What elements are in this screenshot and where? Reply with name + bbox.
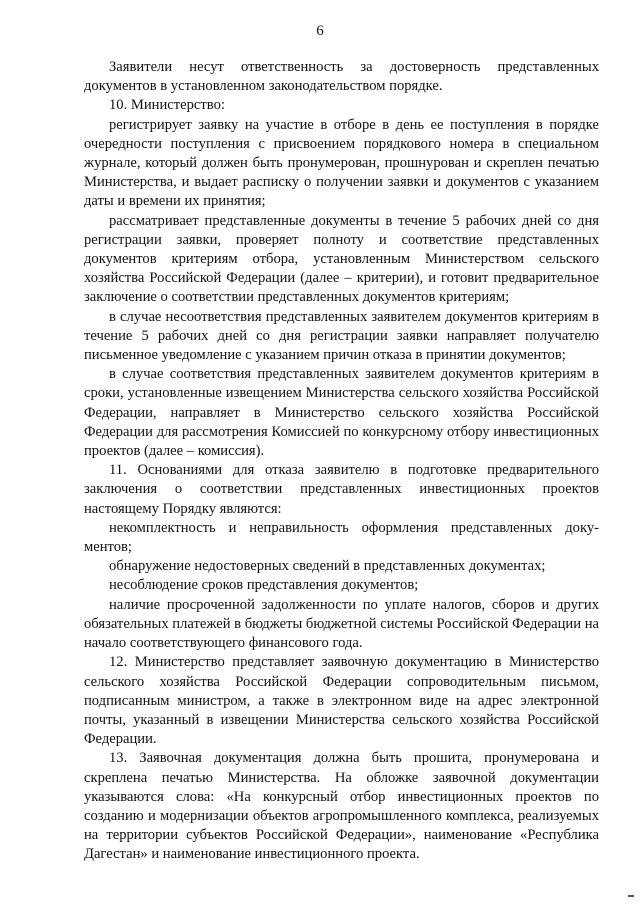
paragraph-applicant-responsibility: Заявители несут ответственность за достоверность представленных документов в установленном законодательством порядке. [84,59,599,95]
paragraph-nonconformity: в случае несоответствия представленных заявителем документов критериям в течение 5 рабочих дней со дня регистрации заявки направляет получателю письменное уведомление с указанием причин отказа в принятии документов; [84,308,599,364]
paragraph-11-refusal-grounds: 11. Основаниями для отказа заявителю в подготовке предварительного заключения о соответствии представленных инвестиционных проектов настоящему Порядку являются: [84,462,599,517]
paragraph-13-documentation: 13. Заявочная документация должна быть прошита, пронумерована и скреплена печатью Министерства. На обложке заявочной документации указываются слова: «На конкурсный отбор инвестиционных проектов по созданию и модернизации объектов агропромышленного комплекса, реализуемых на территории субъектов Российской Федерации», наименование «Республика Дагестан» и наименование инвестиционного проекта. [84,750,599,863]
paragraph-tax-arrears: наличие просроченной задолженности по уплате налогов, сборов и других обязательных платежей в бюджеты бюджетной системы Российской Федерации на начало соответствующего финансового года. [84,596,599,652]
paragraph-10-heading: 10. Министерство: [109,97,225,114]
paragraph-registers-application: регистрирует заявку на участие в отборе в день ее поступления в порядке очередности поступления с присвоением порядкового номера в специальном журнале, который должен быть пронумерован, прошнурован и скреплен печатью Министерства, и выдает расписку о получении заявки и документов с указанием даты и времени их принятия; [84,116,599,210]
paragraph-incompleteness: некомплектность и неправильность оформления представленных доку-ментов; [84,519,599,556]
paragraph-reviews-documents: рассматривает представленные документы в течение 5 рабочих дней со дня регистрации заявки, проверяет полноту и соответствие представленных документов критериям отбора, установленным Министерством сельского хозяйства Российской Федерации (далее – критерии), и готовит предварительное заключение о соответствии представленных документов критериям; [84,212,599,306]
paragraph-conformity: в случае соответствия представленных заявителем документов критериям в сроки, установленные извещением Министерства сельского хозяйства Российской Федерации, направляет в Министерство сельского хозяйства Российской Федерации для рассмотрения Комиссией по конкурсному отбору инвестиционных проектов (далее – комиссия). [84,366,599,460]
paragraph-missed-deadlines: несоблюдение сроков представления документов; [109,577,419,594]
body-text [84,58,599,865]
page-number: 6 [316,23,324,39]
paragraph-false-information: обнаружение недостоверных сведений в представленных документах; [109,558,546,575]
paragraph-12-submission: 12. Министерство представляет заявочную документацию в Министерство сельского хозяйства Российской Федерации сопроводительным письмом, подписанным министром, а также в электронном виде на адрес электронной почты, указанный в извещении Министерства сельского хозяйства Российской Федерации. [84,654,599,748]
scan-mark [628,895,634,897]
